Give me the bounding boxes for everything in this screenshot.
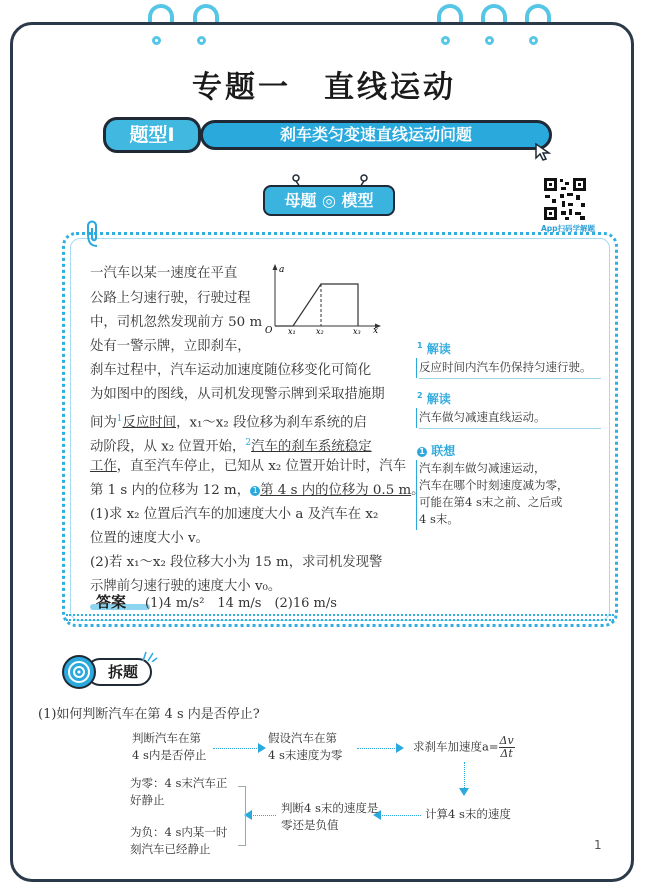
flow-text: 4 s末速度为零 — [268, 748, 343, 762]
note-body: 汽车在哪个时刻速度减为零， — [419, 478, 569, 492]
cursor-icon — [533, 142, 553, 162]
answer-label: 答案 — [96, 593, 127, 611]
flow-box-sign — [281, 800, 378, 834]
flow-text: 零还是负值 — [281, 818, 339, 832]
question-1-line: 位置的速度大小 v。 — [90, 531, 209, 546]
flow-result-negative — [130, 824, 227, 858]
note-number: 1 — [417, 341, 423, 350]
flow-connector — [357, 748, 399, 749]
fraction-denominator: Δt — [500, 747, 513, 760]
box-bottom-border — [66, 619, 614, 621]
model-tab: 母题 ◎ 模型 — [263, 185, 395, 216]
note-title-text: 解读 — [426, 342, 451, 356]
flow-box-acceleration — [413, 735, 515, 760]
origin-label: O — [265, 326, 273, 334]
note-number: 2 — [417, 391, 423, 400]
problem-line: 中，司机忽然发现前方 50 m — [90, 315, 263, 330]
problem-line — [90, 432, 390, 458]
text-run: 动阶段，从 x₂ 位置开始， — [90, 439, 246, 455]
flow-connector — [213, 748, 261, 749]
question-2-line: 示牌前匀速行驶的速度大小 v₀。 — [90, 579, 282, 594]
flow-text: 求刹车加速度a= — [413, 739, 499, 754]
arrow-right-icon — [396, 743, 404, 753]
section-title: 刹车类匀变速直线运动问题 — [200, 120, 552, 150]
note-body: 可能在第4 s末之前、之后或 — [419, 495, 563, 509]
note-divider — [419, 428, 601, 429]
underlined-phrase: 工作 — [90, 459, 117, 474]
note-title — [417, 442, 455, 459]
text-run: 间为 — [90, 415, 117, 431]
question-2-line: (2)若 x₁～x₂ 段位移大小为 15 m，求司机发现警 — [90, 555, 383, 570]
flow-text: 4 s内是否停止 — [132, 748, 207, 762]
target-icon — [62, 655, 96, 689]
x-axis-label: x — [373, 326, 379, 334]
analysis-label: 拆题 — [86, 658, 152, 686]
note-body: 汽车做匀减速直线运动。 — [419, 410, 546, 424]
flow-bracket — [238, 786, 246, 846]
text-run: 。 — [411, 483, 425, 498]
flow-connector — [250, 815, 276, 816]
answer-text: (1)4 m/s² 14 m/s (2)16 m/s — [145, 596, 337, 611]
note-divider — [419, 378, 601, 379]
text-run: 第 1 s 内的位移为 12 m， — [90, 483, 251, 498]
flow-text: 刻汽车已经静止 — [130, 842, 211, 856]
question-1-line: (1)求 x₂ 位置后汽车的加速度大小 a 及汽车在 x₂ — [90, 507, 379, 522]
binder-hole — [485, 36, 494, 45]
problem-line: 为如图中的图线，从司机发现警示牌到采取措施期 — [90, 387, 385, 402]
problem-line: 刹车过程中，汽车运动加速度随位移变化可简化 — [90, 363, 372, 378]
page-title: 专题一 直线运动 — [192, 70, 456, 105]
flow-text: 假设汽车在第 — [268, 731, 337, 745]
box-bottom-border — [66, 614, 614, 616]
tick-label: x₁ — [288, 327, 296, 334]
page-number: 1 — [594, 838, 602, 852]
problem-line: 公路上匀速行驶，行驶过程 — [90, 291, 251, 306]
binder-hole — [529, 36, 538, 45]
spark-icon — [140, 650, 158, 662]
y-axis-arrow — [273, 264, 278, 270]
underlined-phrase: 反应时间 — [122, 415, 177, 431]
tick-label: x₃ — [353, 327, 361, 334]
marker-number: 2 — [245, 438, 252, 448]
note-title-text: 解读 — [426, 392, 451, 406]
flow-text: 判断4 s末的速度是 — [281, 801, 379, 815]
binder-hole — [152, 36, 161, 45]
fraction-numerator: Δv — [499, 734, 514, 747]
problem-line — [90, 408, 390, 434]
graph-line — [275, 284, 358, 326]
arrow-right-icon — [258, 743, 266, 753]
flow-text: 为零：4 s末汽车正 — [130, 776, 228, 790]
problem-line: 一汽车以某一速度在平直 — [90, 266, 238, 281]
flow-box-compute: 计算4 s末的速度 — [425, 807, 511, 821]
analysis-question: (1)如何判断汽车在第 4 s 内是否停止? — [38, 707, 260, 722]
problem-line — [90, 480, 425, 502]
flow-connector — [464, 762, 465, 790]
flow-text: 好静止 — [130, 793, 165, 807]
marker-number: 1 — [116, 414, 123, 424]
y-axis-label: a — [279, 265, 285, 275]
flow-box-assume — [268, 730, 342, 764]
note-title — [417, 340, 451, 357]
problem-line: 处有一警示牌，立即刹车， — [90, 339, 251, 354]
flow-connector — [379, 815, 421, 816]
question-type-badge: 题型Ⅰ — [103, 117, 201, 153]
arrow-down-icon — [459, 788, 469, 796]
note-title — [417, 390, 451, 407]
flow-text: 判断汽车在第 — [132, 731, 201, 745]
underlined-phrase: 汽车的刹车系统稳定 — [251, 439, 372, 455]
note-body: 汽车刹车做匀减速运动， — [419, 461, 546, 475]
note-number: 1 — [417, 447, 427, 457]
text-run: ，直至汽车停止，已知从 x₂ 位置开始计时，汽车 — [116, 459, 407, 474]
paperclip-icon — [86, 218, 108, 248]
qr-caption: App扫码学解题 — [540, 224, 596, 233]
note-body: 4 s末。 — [419, 512, 459, 526]
note-title-text: 联想 — [431, 444, 456, 458]
note-body: 反应时间内汽车仍保持匀速行驶。 — [419, 360, 592, 374]
problem-line — [90, 456, 407, 478]
acceleration-displacement-graph — [263, 262, 383, 334]
fraction — [499, 735, 515, 760]
binder-hole — [197, 36, 206, 45]
flow-box-judge — [132, 730, 206, 764]
flow-text: 为负：4 s内某一时 — [130, 825, 228, 839]
binder-hole — [441, 36, 450, 45]
qr-code-icon[interactable] — [542, 176, 588, 222]
underlined-phrase: 第 4 s 内的位移为 0.5 m — [260, 483, 412, 498]
text-run: ，x₁～x₂ 段位移为刹车系统的启 — [176, 415, 367, 431]
flow-result-zero — [130, 775, 227, 809]
association-marker: 1 — [250, 486, 260, 496]
tick-label: x₂ — [316, 327, 324, 334]
